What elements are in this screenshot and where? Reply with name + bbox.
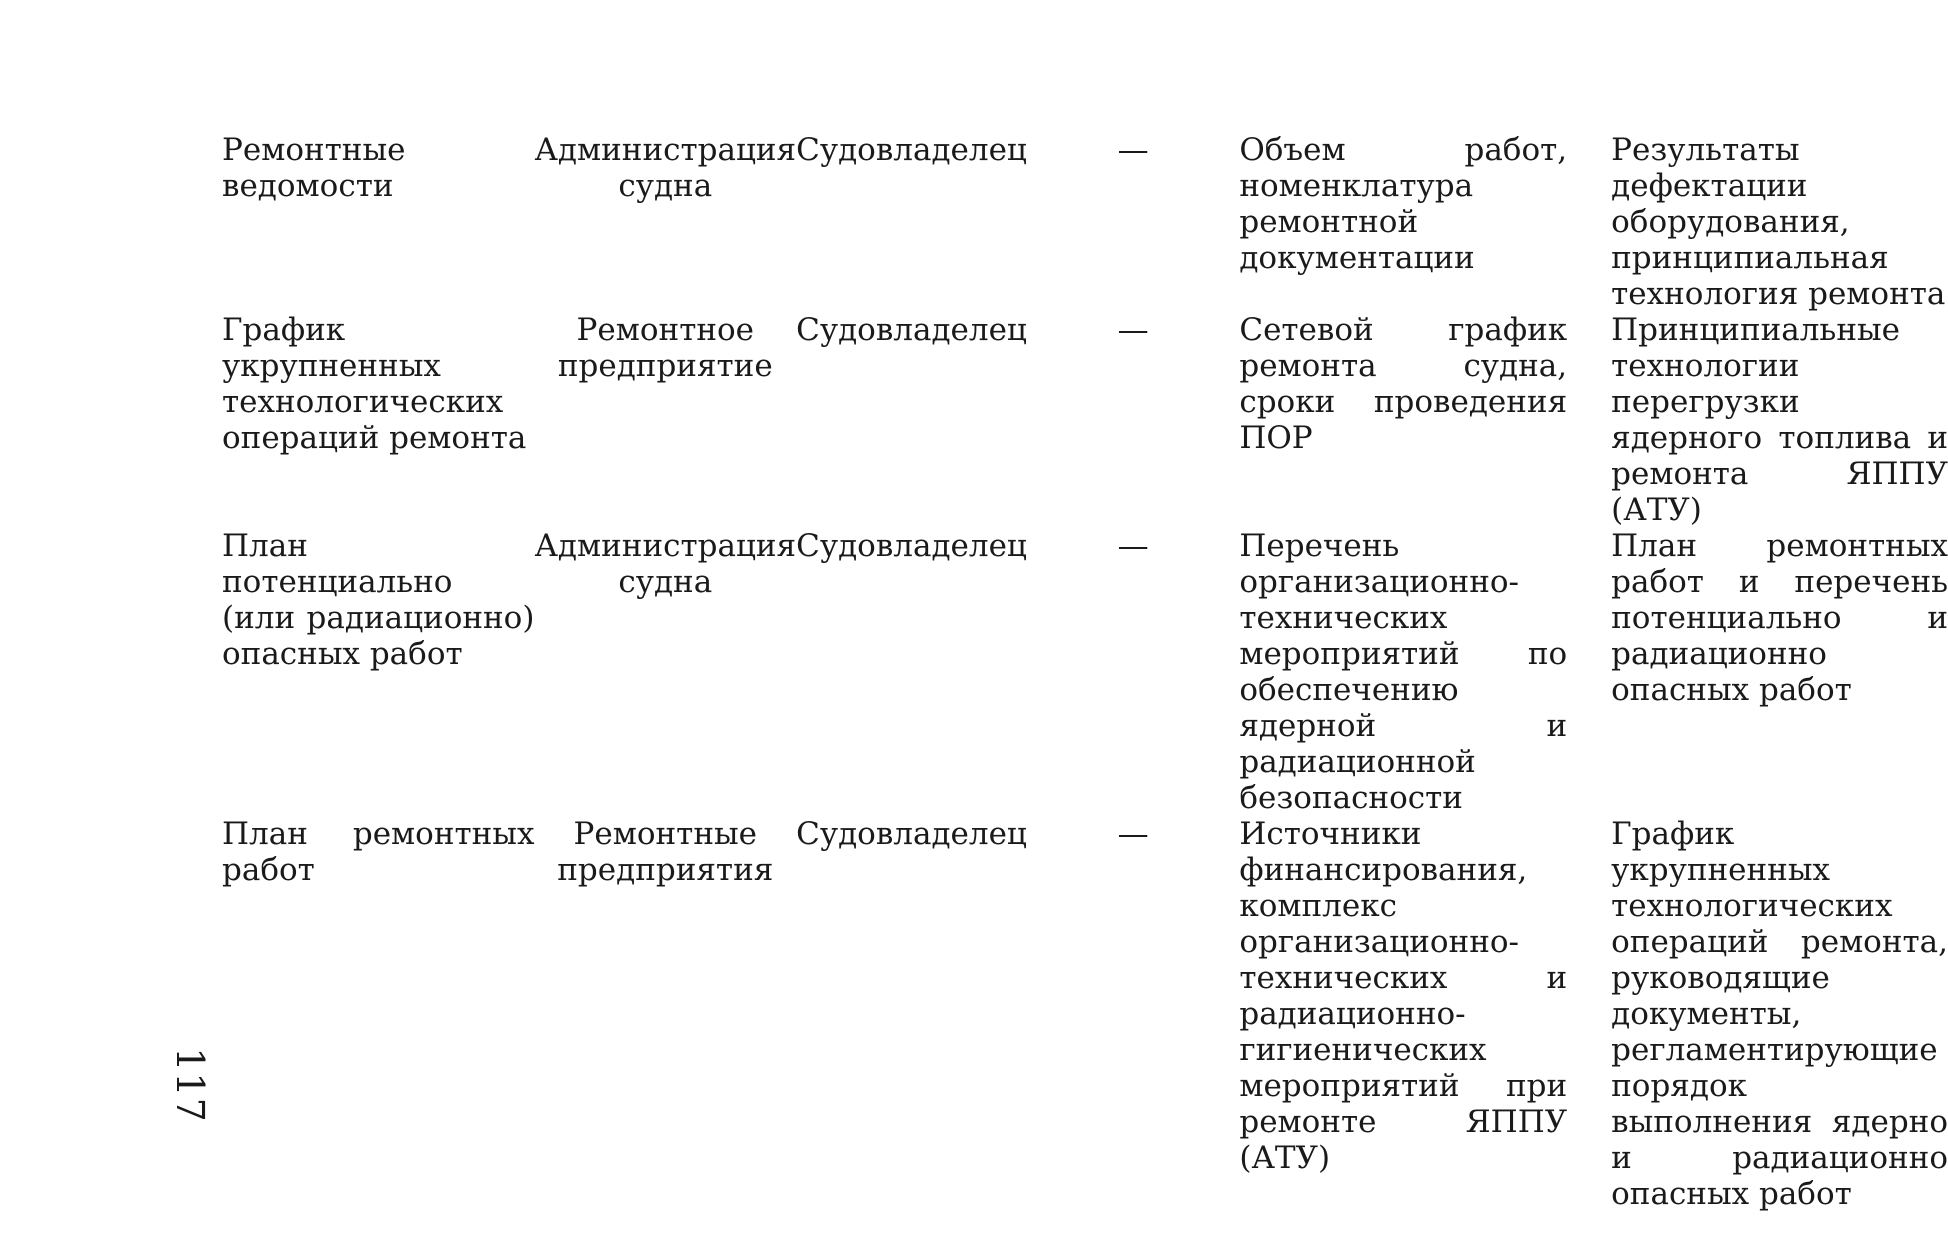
table-row: [222, 312, 1948, 528]
basis-text: Результаты дефектации оборудования, принципиальная технология ремонта: [1611, 132, 1946, 312]
agreement-dash: —: [1117, 132, 1149, 168]
agreement-cell: [1027, 132, 1239, 312]
approver-cell: [796, 528, 1027, 816]
agreement-cell: [1027, 816, 1239, 1212]
approver: Судовладелец: [796, 312, 1027, 348]
developer: Ремонтные предприятия: [557, 816, 774, 888]
approver: Судовладелец: [796, 132, 1027, 168]
basis-cell: [1589, 528, 1948, 816]
basis-text: Принципиальные технологии перегрузки ядерного топлива и ремонта ЯППУ (АТУ): [1611, 312, 1948, 528]
content-text: Источники финансирования, комплекс организационно-технических и радиационно-гигиенических мероприятий при ремонте ЯППУ (АТУ): [1239, 816, 1568, 1176]
content-text: Перечень организационно-технических мероприятий по обеспечению ядерной и радиационной безопасности: [1239, 528, 1568, 816]
agreement-dash: —: [1117, 312, 1149, 348]
repair-documents-table: [222, 132, 1948, 1212]
developer: Администрация судна: [534, 528, 797, 600]
document-name-cell: [222, 816, 534, 1212]
document-name: План ремонтных работ: [222, 816, 535, 888]
approver: Судовладелец: [796, 816, 1027, 852]
table-row: [222, 132, 1948, 312]
content-cell: [1239, 528, 1589, 816]
content-cell: [1239, 312, 1589, 528]
developer-cell: [534, 816, 796, 1212]
page-number: 117: [167, 1047, 212, 1123]
document-name: Ремонтные ведомости: [222, 132, 406, 204]
content-cell: [1239, 816, 1589, 1212]
agreement-dash: —: [1117, 528, 1149, 564]
table-row: [222, 528, 1948, 816]
basis-cell: [1589, 816, 1948, 1212]
developer-cell: [534, 528, 796, 816]
agreement-cell: [1027, 312, 1239, 528]
basis-cell: [1589, 132, 1948, 312]
document-name-cell: [222, 132, 534, 312]
content-text: Объем работ, номенклатура ремонтной документации: [1239, 132, 1568, 276]
developer: Администрация судна: [534, 132, 797, 204]
content-text: Сетевой график ремонта судна, сроки проведения ПОР: [1239, 312, 1568, 456]
content-cell: [1239, 132, 1589, 312]
document-name-cell: [222, 312, 534, 528]
agreement-dash: —: [1117, 816, 1149, 852]
agreement-cell: [1027, 528, 1239, 816]
document-name: План потенциально (или радиационно) опасных работ: [222, 528, 535, 672]
developer-cell: [534, 312, 796, 528]
basis-text: План ремонтных работ и перечень потенциально и радиационно опасных работ: [1611, 528, 1948, 708]
developer-cell: [534, 132, 796, 312]
table-row: [222, 816, 1948, 1212]
basis-text: График укрупненных технологических операций ремонта, руководящие документы, регламентирующие порядок выполнения ядерно и радиационно опасных работ: [1611, 816, 1948, 1212]
approver-cell: [796, 312, 1027, 528]
approver-cell: [796, 816, 1027, 1212]
approver-cell: [796, 132, 1027, 312]
document-name: График укрупненных технологических операций ремонта: [222, 312, 527, 456]
developer: Ремонтное предприятие: [557, 312, 773, 384]
document-name-cell: [222, 528, 534, 816]
basis-cell: [1589, 312, 1948, 528]
approver: Судовладелец: [796, 528, 1027, 564]
